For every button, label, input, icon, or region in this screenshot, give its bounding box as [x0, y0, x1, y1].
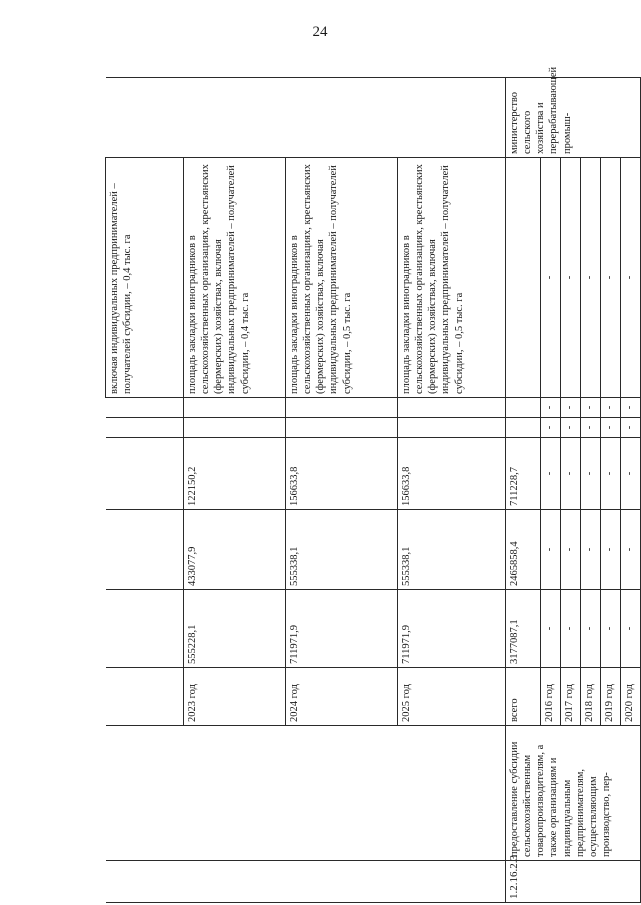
table-row [106, 78, 184, 903]
table-row [506, 78, 541, 903]
value-cell: 156633,8 [286, 438, 398, 510]
table-row [398, 78, 506, 903]
year-cell: 2019 год [601, 668, 621, 726]
table-row: 2019 год - - - - - - [601, 78, 621, 903]
year-cell: всего [506, 668, 541, 726]
indicator-cell: площадь закладки виноградников в сельскохозяйственных организациях, крестьянских (фермерских) хозяйствах, включая индивидуальных предпринимателей – получателей субсидии, – 0,5 тыс. га [398, 158, 506, 398]
total-cell: 711971,9 [398, 590, 506, 668]
value-cell: 433077,9 [184, 510, 286, 590]
year-cell: 2016 год [541, 668, 561, 726]
program-table [105, 66, 641, 903]
table-row: 2020 год - - - - - - [621, 78, 641, 903]
total-cell: 3177087,1 [506, 590, 541, 668]
year-cell: 2017 год [561, 668, 581, 726]
rotated-table-container [105, 66, 635, 903]
executor-cell: министерство сельского хозяйства и перерабатывающей промыш- [506, 78, 641, 158]
year-cell: 2020 год [621, 668, 641, 726]
section-code: 1.2.16.2.3 [506, 861, 641, 903]
year-cell: 2024 год [286, 668, 398, 726]
value-cell: 122150,2 [184, 438, 286, 510]
value-cell: 711228,7 [506, 438, 541, 510]
table-sheet [105, 66, 635, 903]
indicator-cell: площадь закладки виноградников в сельскохозяйственных организациях, крестьянских (фермерских) хозяйствах, включая индивидуальных предпринимателей – получателей субсидии, – 0,4 тыс. га [184, 158, 286, 398]
table-row: 2017 год - - - - - - [561, 78, 581, 903]
year-cell: 2023 год [184, 668, 286, 726]
value-cell: 555338,1 [398, 510, 506, 590]
total-cell: 555228,1 [184, 590, 286, 668]
indicator-cell: площадь закладки виноградников в сельскохозяйственных организациях, крестьянских (фермерских) хозяйствах, включая индивидуальных предпринимателей – получателей субсидии, – 0,5 тыс. га [286, 158, 398, 398]
indicator-cell: включая индивидуальных предпринимателей – получателей субсидии, – 0,4 тыс. га [106, 158, 184, 398]
table-row [286, 78, 398, 903]
table-row: 2016 год - - - - - - [541, 78, 561, 903]
total-cell: 711971,9 [286, 590, 398, 668]
section-name: предоставление субсидии сельскохозяйственным товаропроизводителям, а также организациям и индивидуальным предпринимателям, осуществляющим производство, пер- [506, 726, 641, 861]
table-row [184, 78, 286, 903]
year-cell: 2025 год [398, 668, 506, 726]
year-cell: 2018 год [581, 668, 601, 726]
value-cell: 2465858,4 [506, 510, 541, 590]
value-cell: 555338,1 [286, 510, 398, 590]
value-cell: 156633,8 [398, 438, 506, 510]
table-row: 2018 год - - - - - - [581, 78, 601, 903]
page-number: 24 [312, 24, 328, 40]
